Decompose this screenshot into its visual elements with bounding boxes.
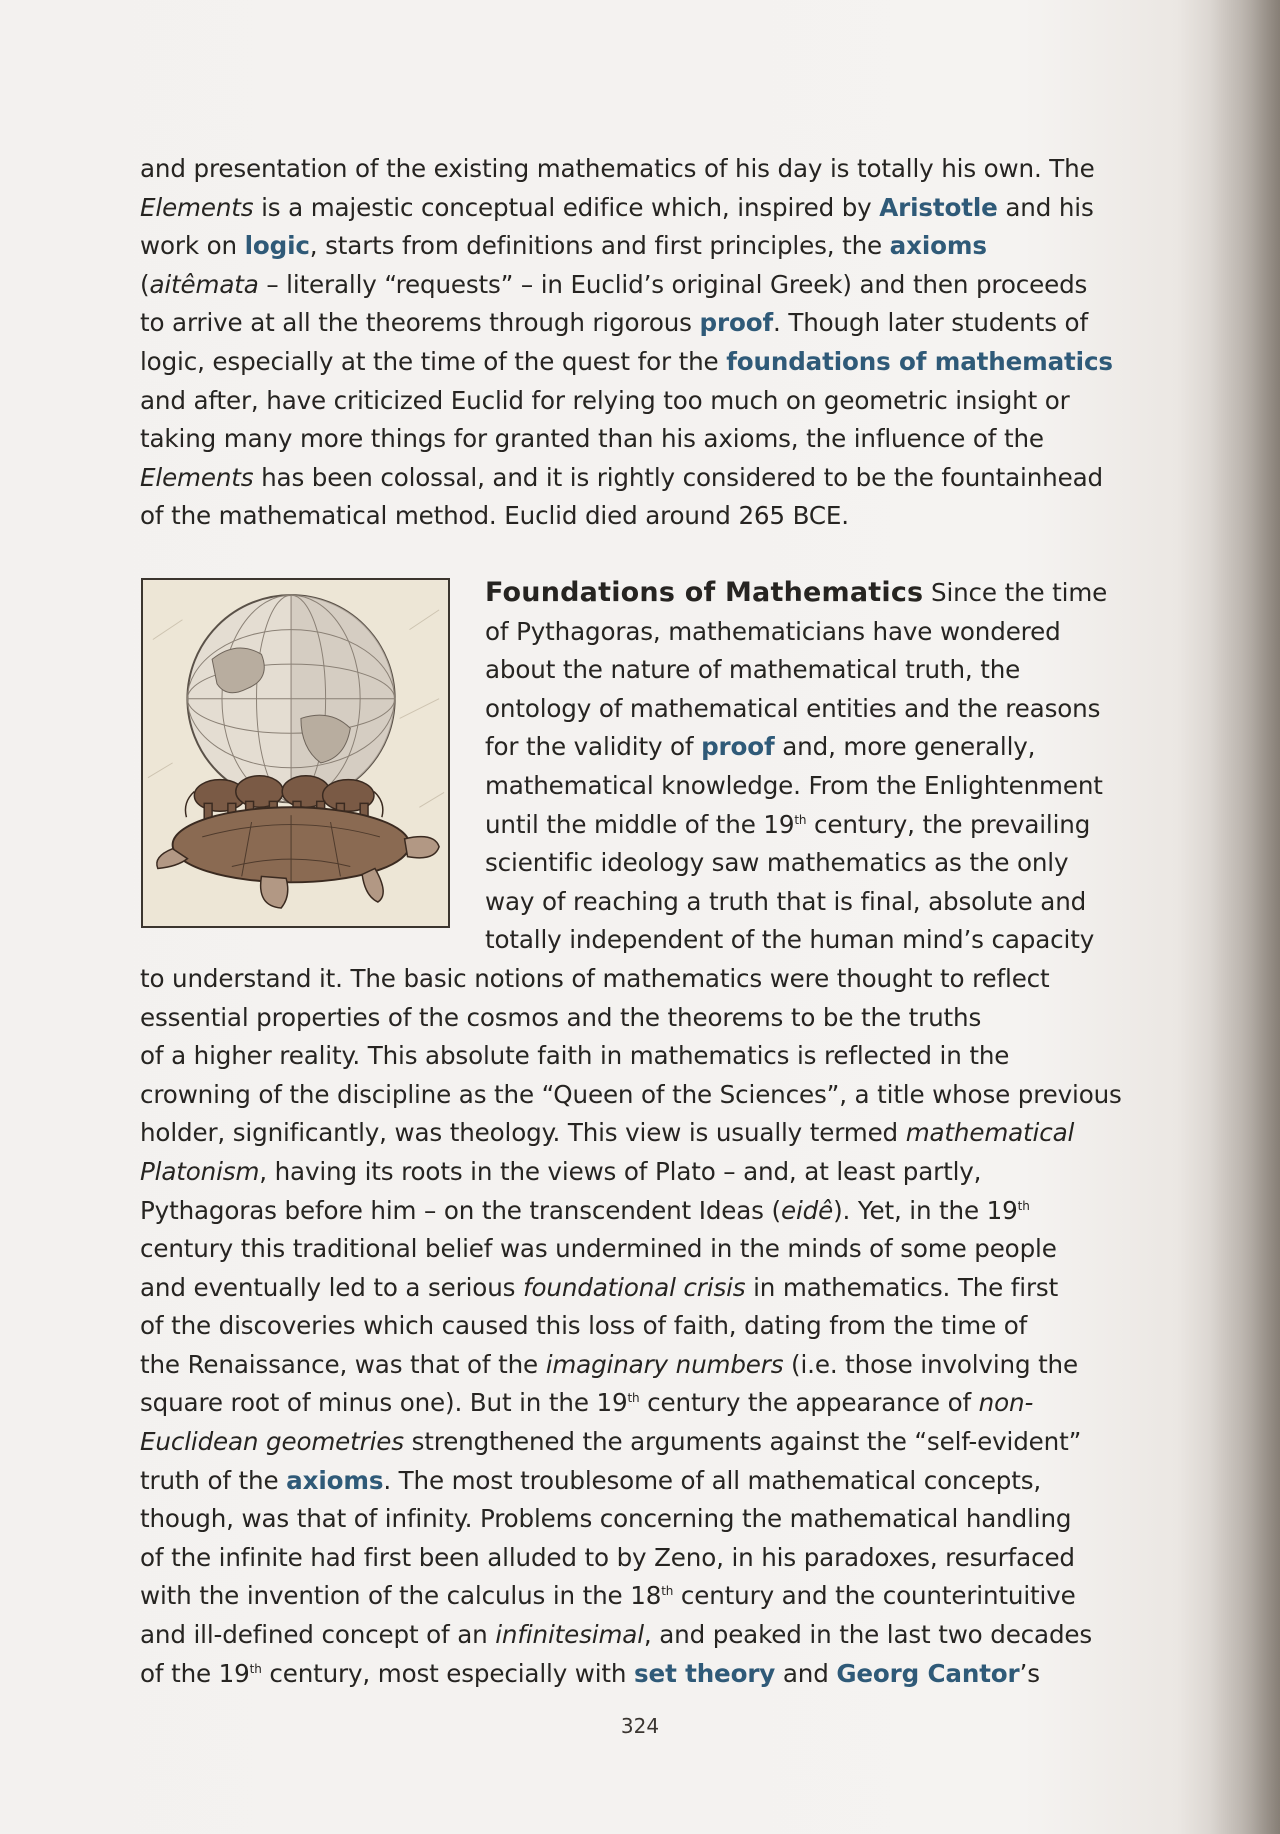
text-segment: th xyxy=(794,812,807,827)
text-segment: and ill-defined concept of an xyxy=(140,1620,496,1650)
text-segment: infinitesimal xyxy=(495,1620,644,1650)
text-line xyxy=(140,1153,1146,1192)
text-segment: (i.e. those involving the xyxy=(783,1349,1078,1379)
text-line xyxy=(140,806,1146,845)
text-segment: totally independent of the human mind’s capacity xyxy=(485,925,1095,955)
text-segment: has been colossal, and it is rightly considered to be the fountainhead xyxy=(253,462,1103,492)
text-line xyxy=(140,1384,1146,1423)
text-line xyxy=(140,459,1146,498)
text-line xyxy=(140,1616,1146,1655)
text-line xyxy=(140,921,1146,960)
text-line xyxy=(140,1114,1146,1153)
cross-reference-link[interactable]: Aristotle xyxy=(879,192,998,222)
cross-reference-link[interactable]: foundations of mathematics xyxy=(726,346,1113,376)
text-segment: Elements xyxy=(140,192,254,222)
text-line xyxy=(140,844,1146,883)
text-segment: holder, significantly, was theology. This view is usually termed xyxy=(140,1118,906,1148)
text-segment: Pythagoras before him – on the transcendent Ideas ( xyxy=(140,1195,781,1225)
text-segment: of a higher reality. This absolute faith in mathematics is reflected in the xyxy=(140,1041,1010,1071)
page-number: 324 xyxy=(620,1714,660,1738)
text-line xyxy=(140,1500,1146,1539)
text-segment: non- xyxy=(978,1388,1034,1418)
text-segment: , having its roots in the views of Plato – and, at least partly, xyxy=(259,1156,982,1186)
text-segment: century, the prevailing xyxy=(806,809,1091,839)
text-line xyxy=(140,266,1146,305)
text-segment: eidê xyxy=(780,1195,834,1225)
text-line xyxy=(140,1539,1146,1578)
text-line xyxy=(140,767,1146,806)
text-segment: of the 19 xyxy=(140,1658,250,1688)
text-segment: strengthened the arguments against the “self-evident” xyxy=(403,1427,1082,1457)
text-segment: , starts from definitions and first principles, the xyxy=(309,231,890,261)
text-segment: though, was that of infinity. Problems concerning the mathematical handling xyxy=(140,1504,1072,1534)
text-segment: square root of minus one). But in the 19 xyxy=(140,1388,628,1418)
text-segment: and, more generally, xyxy=(774,732,1036,762)
text-segment: century this traditional belief was undermined in the minds of some people xyxy=(140,1234,1057,1264)
text-segment: , and peaked in the last two decades xyxy=(643,1620,1093,1650)
cross-reference-link[interactable]: axioms xyxy=(286,1465,384,1495)
text-line xyxy=(140,497,1146,536)
text-segment: . Though later students of xyxy=(773,308,1088,338)
text-line xyxy=(140,613,1146,652)
text-segment: work on xyxy=(140,231,245,261)
text-segment: logic, especially at the time of the quest for the xyxy=(140,346,727,376)
text-segment: of the discoveries which caused this loss of faith, dating from the time of xyxy=(140,1311,1028,1341)
text-segment: th xyxy=(1017,1198,1030,1213)
cross-reference-link[interactable]: logic xyxy=(244,231,310,261)
text-segment: Elements xyxy=(140,462,254,492)
text-segment: truth of the xyxy=(140,1465,287,1495)
cross-reference-link[interactable]: proof xyxy=(701,732,775,762)
text-line xyxy=(140,690,1146,729)
text-segment: for the validity of xyxy=(485,732,702,762)
cross-reference-link[interactable]: set theory xyxy=(634,1658,776,1688)
section-foundations xyxy=(140,574,1146,1693)
section-heading: Foundations of Mathematics xyxy=(485,577,924,608)
text-line xyxy=(140,1269,1146,1308)
cross-reference-link[interactable]: axioms xyxy=(889,231,987,261)
text-segment: in mathematics. The first xyxy=(745,1272,1059,1302)
text-line xyxy=(140,150,1146,189)
text-segment: th xyxy=(661,1584,674,1599)
text-line xyxy=(140,189,1146,228)
text-segment: taking many more things for granted than his axioms, the influence of the xyxy=(140,424,1044,454)
text-line xyxy=(140,304,1146,343)
text-line xyxy=(140,420,1146,459)
text-segment: essential properties of the cosmos and the theorems to be the truths xyxy=(140,1002,982,1032)
text-line xyxy=(140,1192,1146,1231)
text-segment: Since the time xyxy=(923,578,1108,607)
text-line xyxy=(140,1307,1146,1346)
text-segment: th xyxy=(627,1391,640,1406)
text-segment: – literally “requests” – in Euclid’s original Greek) and then proceeds xyxy=(258,269,1088,299)
text-line xyxy=(140,651,1146,690)
text-segment: scientific ideology saw mathematics as the only xyxy=(485,848,1069,878)
text-segment: imaginary numbers xyxy=(545,1349,784,1379)
text-segment: ’s xyxy=(1019,1658,1040,1688)
text-line xyxy=(140,960,1146,999)
text-segment: Platonism xyxy=(140,1156,260,1186)
text-segment: century and the counterintuitive xyxy=(673,1581,1076,1611)
text-line xyxy=(140,1346,1146,1385)
text-segment: about the nature of mathematical truth, the xyxy=(485,655,1021,685)
text-line xyxy=(140,728,1146,767)
text-segment: the Renaissance, was that of the xyxy=(140,1349,546,1379)
text-segment: ( xyxy=(140,269,150,299)
text-segment: th xyxy=(249,1661,262,1676)
text-segment: and eventually led to a serious xyxy=(140,1272,523,1302)
text-segment: and presentation of the existing mathematics of his day is totally his own. The xyxy=(140,154,1095,183)
text-segment: crowning of the discipline as the “Queen of the Sciences”, a title whose previous xyxy=(140,1079,1122,1109)
text-line xyxy=(140,1462,1146,1501)
text-line xyxy=(140,1037,1146,1076)
text-segment: century, most especially with xyxy=(261,1658,635,1688)
text-segment: century the appearance of xyxy=(639,1388,979,1418)
text-segment: ontology of mathematical entities and the reasons xyxy=(485,693,1101,723)
text-line xyxy=(140,1076,1146,1115)
text-segment: mathematical xyxy=(905,1118,1075,1148)
cross-reference-link[interactable]: proof xyxy=(699,308,773,338)
text-segment: with the invention of the calculus in the 18 xyxy=(140,1581,662,1611)
text-segment: is a majestic conceptual edifice which, inspired by xyxy=(253,192,880,222)
text-segment: Euclidean geometries xyxy=(140,1427,404,1457)
text-segment: and after, have criticized Euclid for relying too much on geometric insight or xyxy=(140,385,1070,415)
text-line xyxy=(140,1577,1146,1616)
text-line xyxy=(140,1423,1146,1462)
text-segment: and his xyxy=(997,192,1094,222)
paragraph-euclid xyxy=(140,150,1146,536)
text-segment: of the mathematical method. Euclid died around 265 BCE. xyxy=(140,501,849,531)
text-segment: . The most troublesome of all mathematical concepts, xyxy=(383,1465,1042,1495)
text-segment: mathematical knowledge. From the Enlightenment xyxy=(485,770,1103,800)
text-segment: ). Yet, in the 19 xyxy=(833,1195,1018,1225)
book-spine-shadow xyxy=(1210,0,1280,1834)
text-segment: of the infinite had first been alluded to by Zeno, in his paradoxes, resurfaced xyxy=(140,1542,1075,1572)
text-line xyxy=(140,999,1146,1038)
text-segment: way of reaching a truth that is final, absolute and xyxy=(485,886,1087,916)
text-segment: foundational crisis xyxy=(522,1272,746,1302)
text-segment: until the middle of the 19 xyxy=(485,809,795,839)
text-line xyxy=(140,883,1146,922)
text-line xyxy=(140,343,1146,382)
text-segment: and xyxy=(775,1658,837,1688)
text-segment: of Pythagoras, mathematicians have wondered xyxy=(485,616,1061,646)
text-line xyxy=(140,1230,1146,1269)
text-segment: aitêmata xyxy=(149,269,259,299)
text-segment: to understand it. The basic notions of mathematics were thought to reflect xyxy=(140,963,1050,993)
text-line xyxy=(140,574,1146,613)
text-line xyxy=(140,1655,1146,1694)
text-line xyxy=(140,382,1146,421)
text-line xyxy=(140,227,1146,266)
text-segment: to arrive at all the theorems through rigorous xyxy=(140,308,700,338)
cross-reference-link[interactable]: Georg Cantor xyxy=(836,1658,1020,1688)
